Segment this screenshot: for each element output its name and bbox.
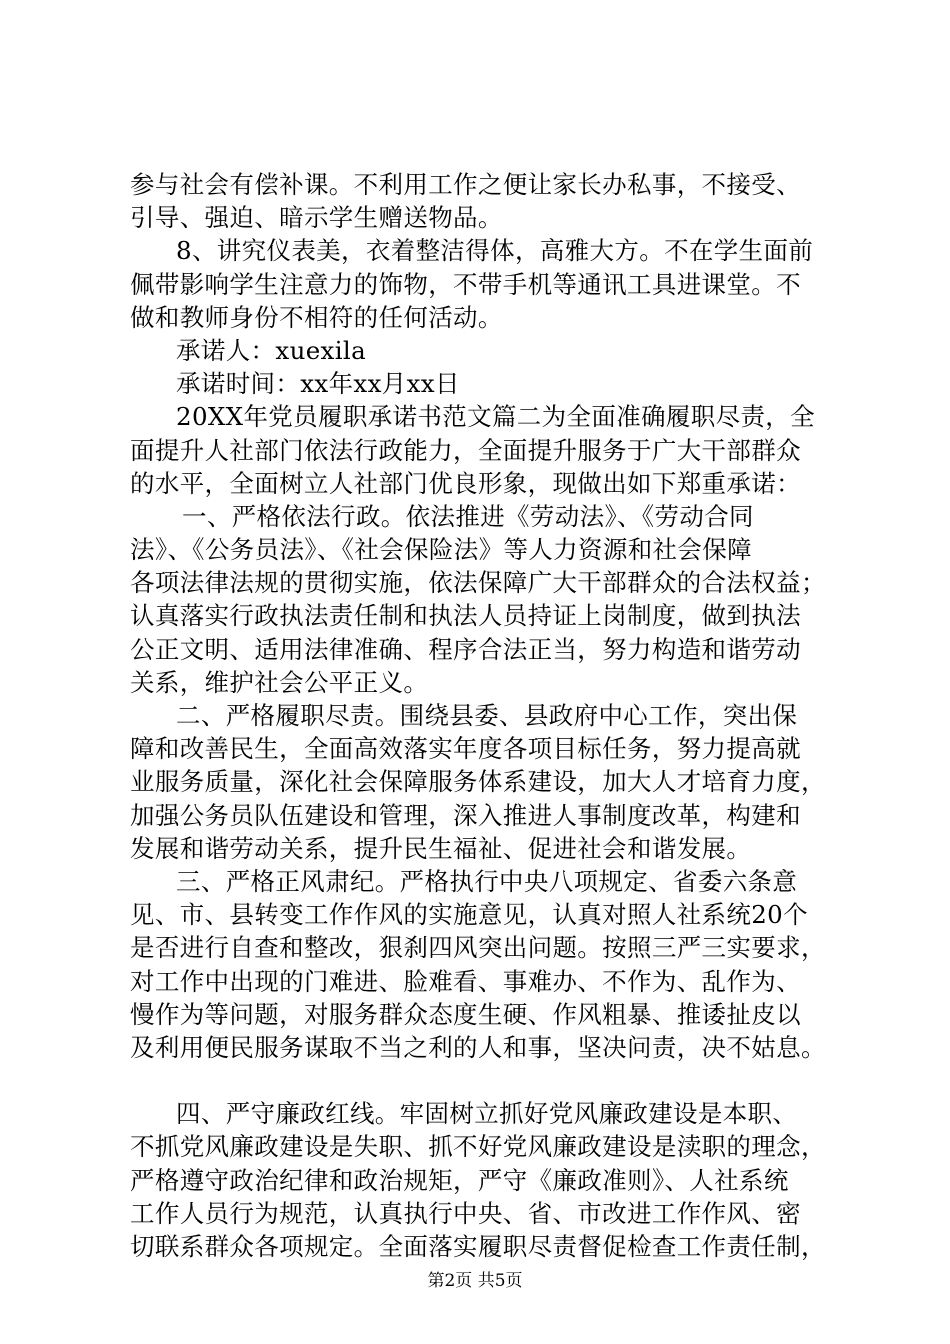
text-line: 面提升人社部门依法行政能力，全面提升服务于广大干部群众 (130, 435, 801, 465)
text-line: 业服务质量，深化社会保障服务体系建设，加大人才培育力度， (130, 767, 826, 797)
text-line: 对工作中出现的门难进、脸难看、事难办、不作为、乱作为、 (130, 966, 801, 996)
date-line: 承诺时间：xx年xx月xx日 (176, 369, 460, 399)
text-line: 发展和谐劳动关系，提升民生福祉、促进社会和谐发展。 (130, 833, 752, 863)
text-line: 切联系群众各项规定。全面落实履职尽责督促检查工作责任制， (130, 1232, 826, 1261)
text-line: 引导、强迫、暗示学生赠送物品。 (130, 203, 503, 233)
page-number-label: 第2页 共5页 (427, 1271, 523, 1291)
text-line: 佩带影响学生注意力的饰物，不带手机等通讯工具进课堂。不 (130, 269, 801, 299)
text-line: 做和教师身份不相符的任何活动。 (130, 302, 503, 332)
text-line: 参与社会有偿补课。不利用工作之便让家长办私事，不接受、 (130, 170, 801, 199)
text-line: 各项法律法规的贯彻实施，依法保障广大干部群众的合法权益； (130, 568, 826, 598)
text-line: 见、市、县转变工作作风的实施意见，认真对照人社系统20个 (130, 900, 808, 930)
text-line: 的水平，全面树立人社部门优良形象，现做出如下郑重承诺： (130, 468, 801, 498)
text-line: 是否进行自查和整改，狠刹四风突出问题。按照三严三实要求， (130, 933, 826, 963)
text-line: 一、严格依法行政。依法推进《劳动法》、《劳动合同 (182, 501, 754, 531)
text-line: 工作人员行为规范，认真执行中央、省、市改进工作作风、密 (130, 1198, 801, 1228)
text-line: 严格遵守政治纪律和政治规矩，严守《廉政准则》、人社系统 (130, 1165, 789, 1195)
text-line: 8、讲究仪表美，衣着整洁得体，高雅大方。不在学生面前 (176, 236, 814, 266)
text-line: 及利用便民服务谋取不当之利的人和事，坚决问责，决不姑息。 (130, 1032, 826, 1062)
text-line: 加强公务员队伍建设和管理，深入推进人事制度改革，构建和 (130, 800, 801, 830)
document-body (130, 168, 850, 1263)
text-line: 慢作为等问题，对服务群众态度生硬、作风粗暴、推诿扯皮以 (130, 999, 801, 1029)
text-line: 关系，维护社会公平正义。 (130, 667, 429, 697)
text-line: 二、严格履职尽责。围绕县委、县政府中心工作，突出保 (176, 701, 798, 730)
text-line: 不抓党风廉政建设是失职、抓不好党风廉政建设是渎职的理念， (130, 1132, 826, 1162)
text-line: 法》、《公务员法》、《社会保险法》等人力资源和社会保障 (130, 535, 752, 565)
text-line: 20XX年党员履职承诺书范文篇二为全面准确履职尽责，全 (176, 402, 816, 432)
text-line: 三、严格正风肃纪。严格执行中央八项规定、省委六条意 (176, 866, 798, 896)
blank-line (130, 1064, 850, 1097)
page-footer (0, 1270, 950, 1292)
text-line: 认真落实行政执法责任制和执法人员持证上岗制度，做到执法 (130, 601, 801, 631)
text-line: 公正文明、适用法律准确、程序合法正当，努力构造和谐劳动 (130, 634, 801, 664)
text-line: 四、严守廉政红线。牢固树立抓好党风廉政建设是本职、 (176, 1099, 798, 1129)
signer-line: 承诺人：xuexila (176, 335, 367, 365)
text-line: 障和改善民生，全面高效落实年度各项目标任务，努力提高就 (130, 734, 801, 764)
